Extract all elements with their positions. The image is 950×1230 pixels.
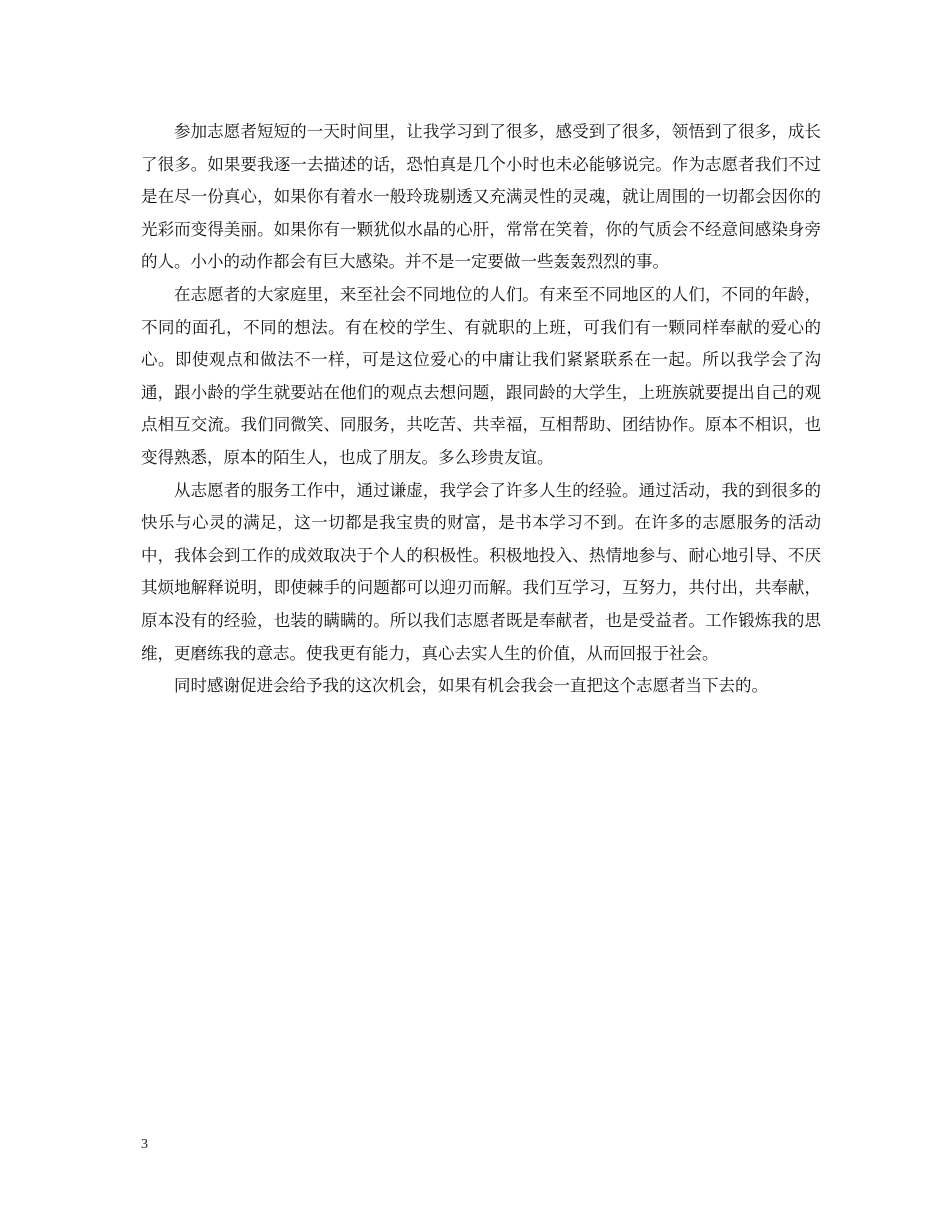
- paragraph-volunteer-service: 从志愿者的服务工作中，通过谦虚，我学会了许多人生的经验。通过活动，我的到很多的快乐与心灵的满足，这一切都是我宝贵的财富，是书本学习不到。在许多的志愿服务的活动中，我体会到工作的成效取决于个人的积极性。积极地投入、热情地参与、耐心地引导、不厌其烦地解释说明，即使棘手的问题都可以迎刃而解。我们互学习，互努力，共付出，共奉献，原本没有的经验，也装的瞒瞒的。所以我们志愿者既是奉献者，也是受益者。工作锻炼我的思维，更磨练我的意志。使我更有能力，真心去实人生的价值，从而回报于社会。: [141, 480, 821, 663]
- paragraph-volunteer-family: 在志愿者的大家庭里，来至社会不同地位的人们。有来至不同地区的人们，不同的年龄，不同的面孔，不同的想法。有在校的学生、有就职的上班，可我们有一颗同样奉献的爱心的心。即使观点和做法不一样，可是这位爱心的中庸让我们紧紧联系在一起。所以我学会了沟通，跟小龄的学生就要站在他们的观点去想问题，跟同龄的大学生，上班族就要提出自己的观点相互交流。我们同微笑、同服务，共吃苦、共幸福，互相帮助、团结协作。原本不相识，也变得熟悉，原本的陌生人，也成了朋友。多么珍贵友谊。: [141, 284, 821, 467]
- document-body: [141, 116, 821, 703]
- paragraph-thanks: 同时感谢促进会给予我的这次机会，如果有机会我会一直把这个志愿者当下去的。: [174, 676, 768, 696]
- page-number: 3: [141, 1137, 148, 1152]
- paragraph-volunteer-day: 参加志愿者短短的一天时间里，让我学习到了很多，感受到了很多，领悟到了很多，成长了很多。如果要我逐一去描述的话，恐怕真是几个小时也未必能够说完。作为志愿者我们不过是在尽一份真心，如果你有着水一般玲珑剔透又充满灵性的灵魂，就让周围的一切都会因你的光彩而变得美丽。如果你有一颗犹似水晶的心肝，常常在笑着，你的气质会不经意间感染身旁的人。小小的动作都会有巨大感染。并不是一定要做一些轰轰烈烈的事。: [141, 122, 821, 272]
